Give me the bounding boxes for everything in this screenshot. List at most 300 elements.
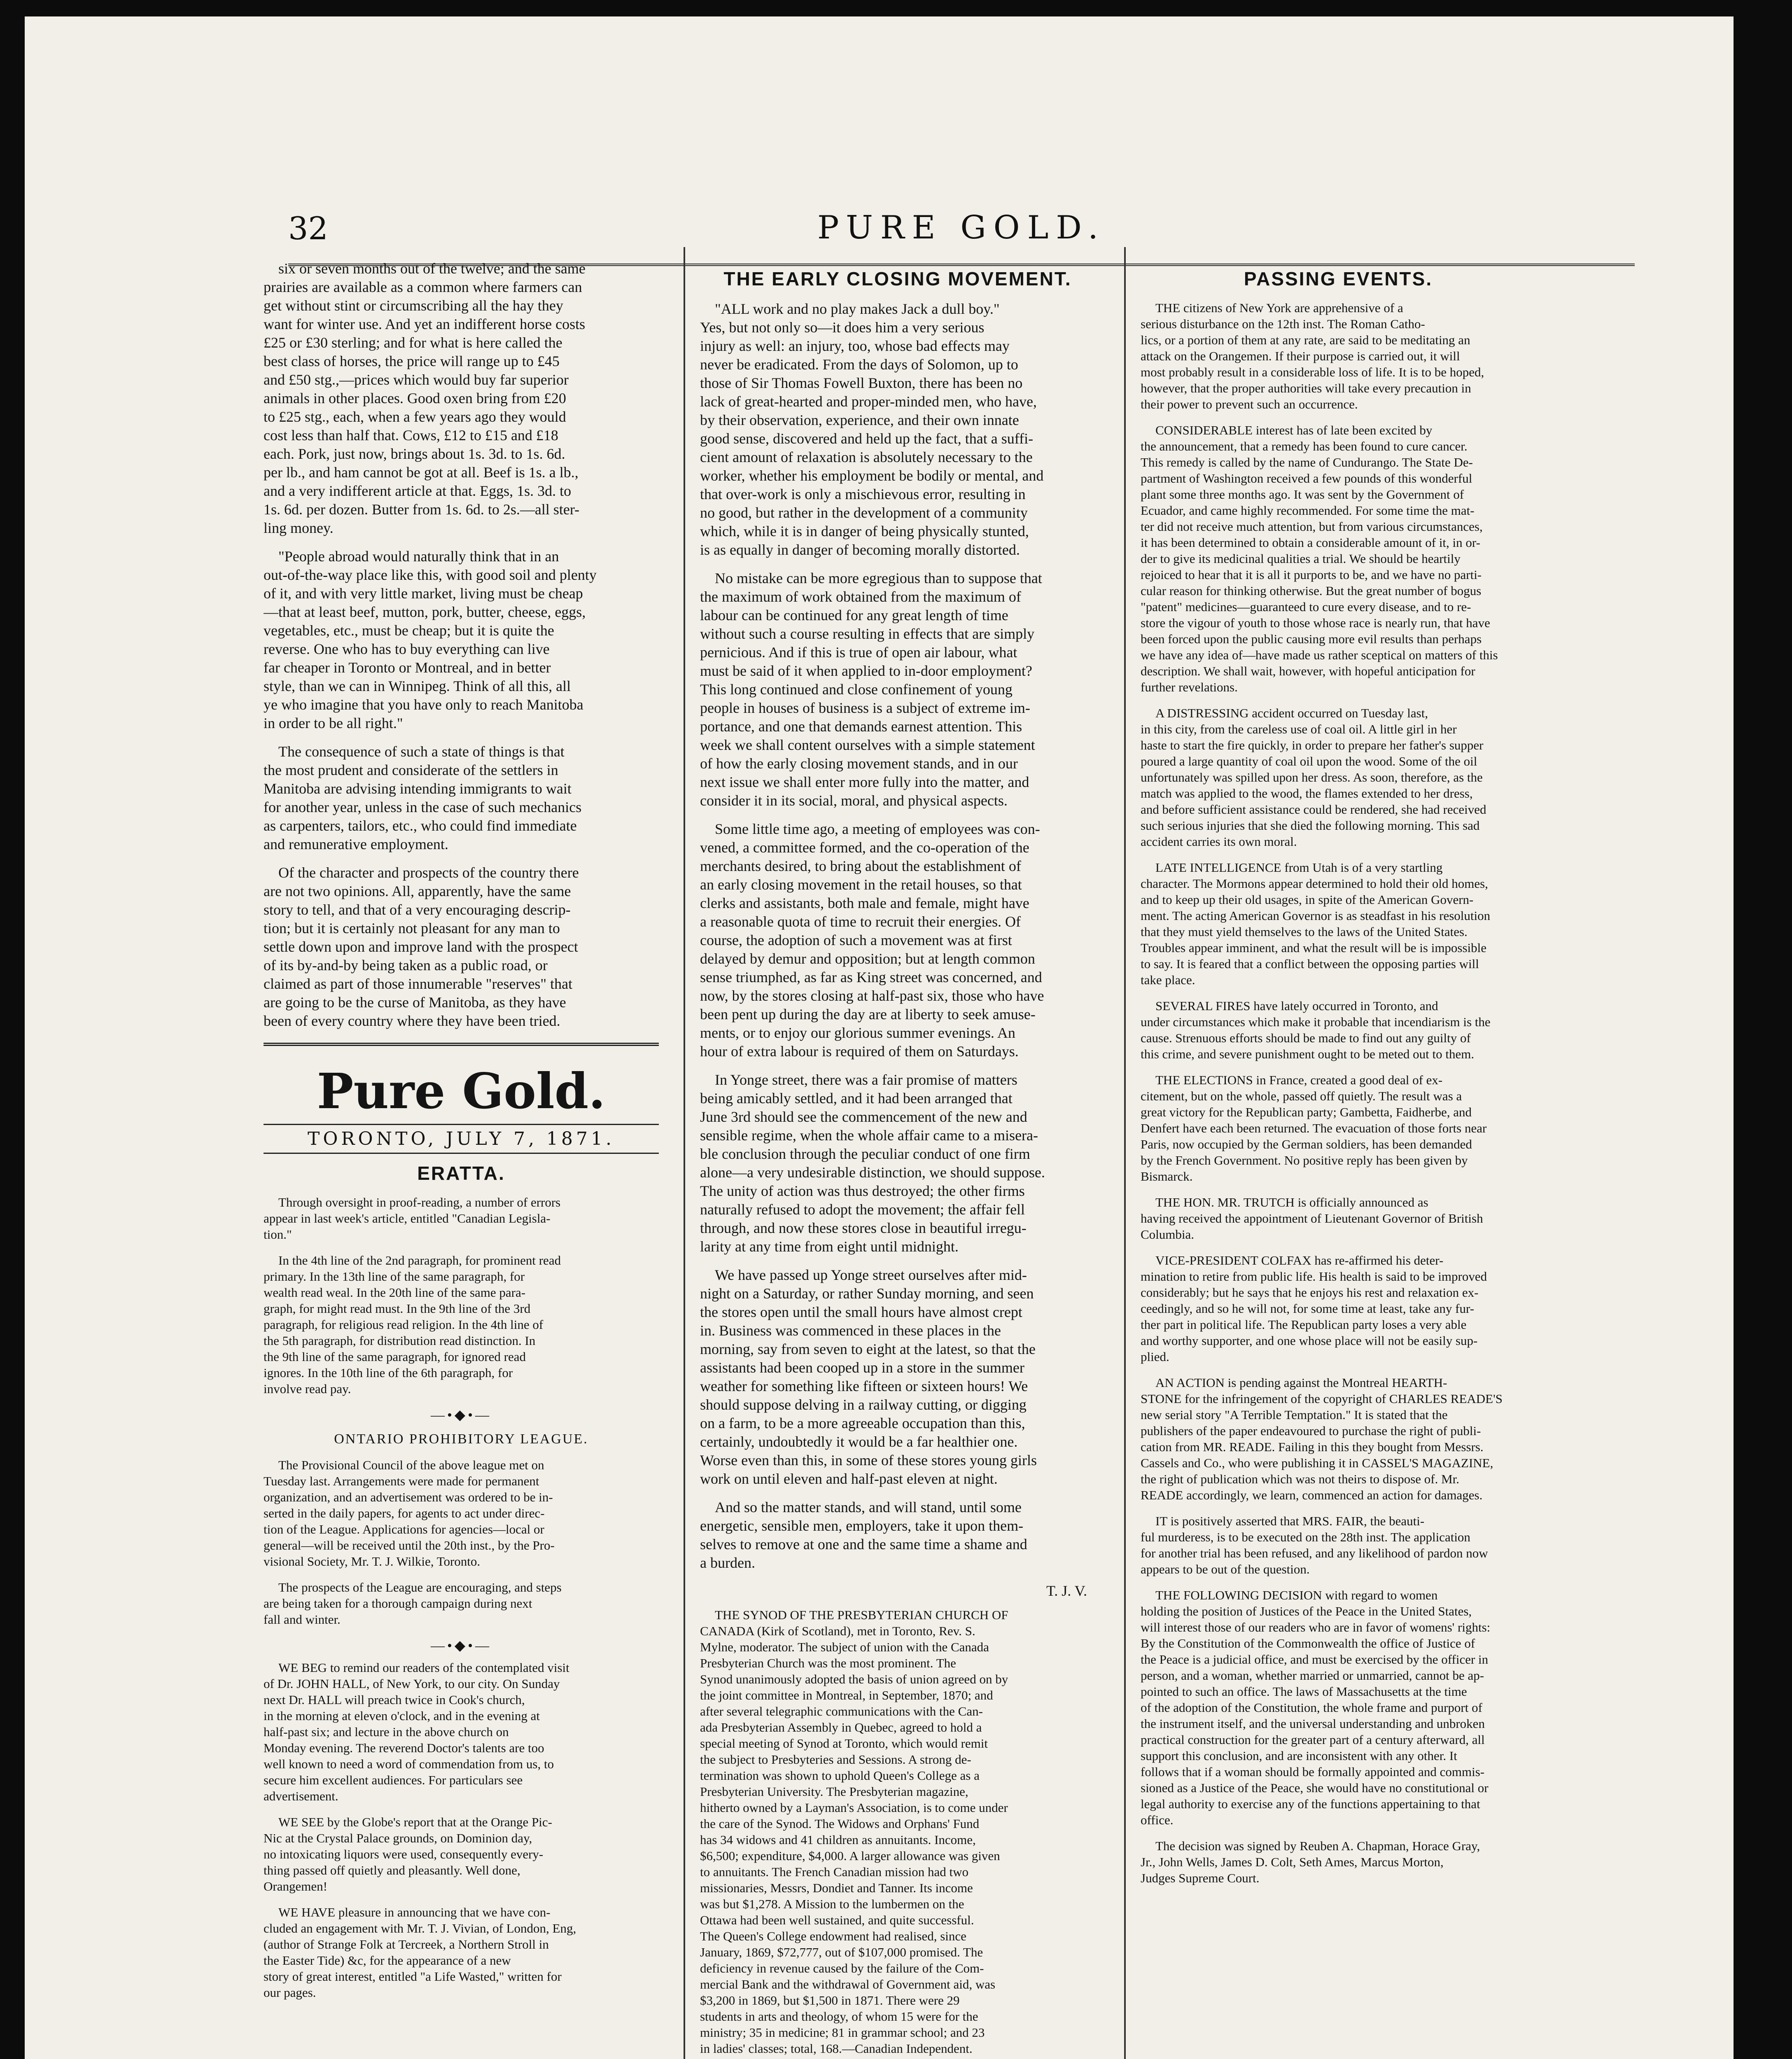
text-line: partment of Washington received a few pounds of this wonderful bbox=[1141, 471, 1472, 486]
text-line: Monday evening. The reverend Doctor's talents are too bbox=[264, 1741, 544, 1755]
text-line: of it, and with very little market, living must be cheap bbox=[264, 585, 583, 602]
text-line: Mylne, moderator. The subject of union with the Canada bbox=[700, 1640, 989, 1654]
text-line: The Provisional Council of the above league met on bbox=[278, 1458, 544, 1472]
text-line: ceedingly, and so he will not, for some time at least, take any fur- bbox=[1141, 1301, 1475, 1316]
text-line: never be eradicated. From the days of Solomon, up to bbox=[700, 356, 1018, 373]
text-line: been of every country where they have been tried. bbox=[264, 1013, 560, 1029]
text-line: are being taken for a thorough campaign during next bbox=[264, 1596, 532, 1611]
text-line: however, that the proper authorities will take every precaution in bbox=[1141, 381, 1471, 395]
text-line: Presbyterian University. The Presbyterian magazine, bbox=[700, 1784, 968, 1799]
text-line: citement, but on the whole, passed off quietly. The result was a bbox=[1141, 1089, 1462, 1103]
mrs-fair-item bbox=[1141, 1513, 1536, 1577]
early-closing-heading: THE EARLY CLOSING MOVEMENT. bbox=[723, 268, 1072, 289]
text-line: cost less than half that. Cows, £12 to £15 and £18 bbox=[264, 427, 558, 444]
text-line: Of the character and prospects of the country there bbox=[278, 864, 579, 881]
text-line: our pages. bbox=[264, 1985, 316, 2000]
text-line: special meeting of Synod at Toronto, which would remit bbox=[700, 1736, 988, 1751]
text-line: further revelations. bbox=[1141, 680, 1238, 694]
eratta-heading: ERATTA. bbox=[417, 1163, 505, 1184]
text-line: considerably; but he says that he enjoys his rest and relaxation ex- bbox=[1141, 1285, 1479, 1300]
text-line: lack of great-hearted and proper-minded men, who have, bbox=[700, 393, 1037, 410]
text-line: deficiency in revenue caused by the failure of the Com- bbox=[700, 1961, 984, 1975]
text-line: in. Business was commenced in these places in the bbox=[700, 1322, 1001, 1339]
text-line: assistants had been cooped up in a store in the summer bbox=[700, 1359, 1024, 1376]
text-line: Through oversight in proof-reading, a number of errors bbox=[278, 1195, 561, 1209]
text-line: of Dr. JOHN HALL, of New York, to our city. On Sunday bbox=[264, 1676, 560, 1691]
text-line: Yes, but not only so—it does him a very serious bbox=[700, 319, 985, 336]
text-line: the 5th paragraph, for distribution read distinction. In bbox=[264, 1333, 536, 1348]
text-line: Presbyterian Church was the most prominent. The bbox=[700, 1656, 956, 1670]
text-line: next Dr. HALL will preach twice in Cook's church, bbox=[264, 1692, 525, 1707]
text-line: good sense, discovered and held up the fact, that a suffi- bbox=[700, 430, 1034, 447]
early-closing-paragraph-3 bbox=[700, 820, 1095, 1061]
text-line: that they must yield themselves to the laws of the United States. bbox=[1141, 924, 1468, 939]
text-line: "People abroad would naturally think that in an bbox=[278, 548, 559, 565]
manitoba-paragraph-3 bbox=[264, 742, 659, 854]
column-right bbox=[1141, 259, 1536, 2059]
text-line: story of great interest, entitled "a Life Wasted," written for bbox=[264, 1969, 562, 1984]
text-line: on a farm, to be a more agreeable occupation than this, bbox=[700, 1415, 1025, 1431]
text-line: without such a course resulting in effects that are simply bbox=[700, 626, 1035, 642]
text-line: the 9th line of the same paragraph, for ignored read bbox=[264, 1349, 526, 1364]
text-line: and a very indifferent article at that. Eggs, 1s. 3d. to bbox=[264, 483, 572, 499]
text-line: which, while it is in danger of being physically stunted, bbox=[700, 523, 1029, 539]
text-line: involve read pay. bbox=[264, 1382, 351, 1396]
text-line: We have passed up Yonge street ourselves after mid- bbox=[715, 1267, 1027, 1283]
text-line: well known to need a word of commendation from us, to bbox=[264, 1757, 554, 1771]
text-line: Paris, now occupied by the German soldiers, has been demanded bbox=[1141, 1137, 1472, 1151]
text-line: £25 or £30 sterling; and for what is here called the bbox=[264, 334, 562, 351]
text-line: sense triumphed, as far as King street was concerned, and bbox=[700, 969, 1042, 985]
text-line: to say. It is feared that a conflict between the opposing parties will bbox=[1141, 957, 1479, 971]
text-line: been forced upon the public causing more evil results than perhaps bbox=[1141, 632, 1482, 646]
text-line: tion; but it is certainly not pleasant for any man to bbox=[264, 920, 560, 936]
text-line: office. bbox=[1141, 1813, 1174, 1827]
trutch-item bbox=[1141, 1194, 1536, 1242]
text-line: the Easter Tide) &c, for the appearance of a new bbox=[264, 1953, 511, 1968]
text-line: claimed as part of those innumerable "reserves" that bbox=[264, 976, 573, 992]
text-line: larity at any time from eight until midnight. bbox=[700, 1238, 959, 1255]
text-line: vened, a committee formed, and the co-operation of the bbox=[700, 839, 1029, 856]
hearthstone-item bbox=[1141, 1375, 1536, 1503]
text-line: new serial story "A Terrible Temptation." It is stated that the bbox=[1141, 1408, 1448, 1422]
text-line: of the adoption of the Constitution, the whole frame and purport of bbox=[1141, 1700, 1482, 1715]
text-line: CONSIDERABLE interest has of late been excited by bbox=[1155, 423, 1433, 437]
text-line: morning, say from seven to eight at the latest, so that the bbox=[700, 1341, 1036, 1357]
text-line: termination was shown to uphold Queen's College as a bbox=[700, 1768, 980, 1783]
text-line: organization, and an advertisement was ordered to be in- bbox=[264, 1490, 553, 1504]
text-line: reverse. One who has to buy everything can live bbox=[264, 641, 550, 657]
text-line: rejoiced to hear that it is all it purports to be, and we have no parti- bbox=[1141, 567, 1482, 582]
text-line: the instrument itself, and the universal understanding and unbroken bbox=[1141, 1716, 1485, 1731]
text-line: merchants desired, to bring about the establishment of bbox=[700, 858, 1021, 874]
text-line: style, than we can in Winnipeg. Think of all this, all bbox=[264, 678, 571, 694]
page-header bbox=[288, 198, 1635, 266]
text-line: fall and winter. bbox=[264, 1612, 341, 1627]
text-line: energetic, sensible men, employers, take it upon them- bbox=[700, 1517, 1024, 1534]
text-line: best class of horses, the price will range up to £45 bbox=[264, 353, 560, 369]
text-line: the right of publication which was not theirs to dispose of. Mr. bbox=[1141, 1472, 1460, 1486]
text-line: THE SYNOD OF THE PRESBYTERIAN CHURCH OF bbox=[715, 1608, 1008, 1622]
text-line: poured a large quantity of coal oil upon the wood. Some of the oil bbox=[1141, 754, 1477, 768]
new-york-item bbox=[1141, 300, 1536, 412]
text-line: the joint committee in Montreal, in September, 1870; and bbox=[700, 1688, 993, 1702]
masthead: Pure Gold. bbox=[264, 1043, 659, 1120]
text-line: course, the adoption of such a movement was at first bbox=[700, 932, 1012, 948]
text-line: June 3rd should see the commencement of the new and bbox=[700, 1109, 1027, 1125]
text-line: alone—a very undesirable distinction, we should suppose. bbox=[700, 1164, 1045, 1181]
text-line: being amicably settled, and it had been arranged that bbox=[700, 1090, 1013, 1107]
text-line: Orangemen! bbox=[264, 1879, 327, 1893]
signers-item bbox=[1141, 1838, 1536, 1886]
text-line: $6,500; expenditure, $4,000. A larger allowance was given bbox=[700, 1849, 1000, 1863]
page-number: 32 bbox=[288, 210, 328, 247]
text-line: the announcement, that a remedy has been found to cure cancer. bbox=[1141, 439, 1468, 453]
league-paragraph-2 bbox=[264, 1579, 659, 1627]
text-line: this crime, and severe punishment ought to be meted out to them. bbox=[1141, 1047, 1475, 1061]
text-line: of its by-and-by being taken as a public road, or bbox=[264, 957, 548, 973]
text-line: Troubles appear imminent, and what the result will be is impossible bbox=[1141, 941, 1487, 955]
text-line: THE ELECTIONS in France, created a good deal of ex- bbox=[1155, 1073, 1443, 1087]
text-line: ling money. bbox=[264, 520, 334, 536]
text-line: der to give its medicinal qualities a trial. We should be heartily bbox=[1141, 551, 1461, 566]
early-closing-paragraph-5 bbox=[700, 1266, 1095, 1488]
text-line: are not two opinions. All, apparently, have the same bbox=[264, 883, 571, 899]
text-line: attack on the Orangemen. If their purpose is carried out, it will bbox=[1141, 349, 1460, 363]
text-line: mination to retire from public life. His health is said to be improved bbox=[1141, 1269, 1487, 1284]
text-line: night on a Saturday, or rather Sunday morning, and seen bbox=[700, 1285, 1034, 1302]
column-center bbox=[700, 259, 1095, 2059]
text-line: The prospects of the League are encouraging, and steps bbox=[278, 1580, 562, 1594]
text-line: WE BEG to remind our readers of the contemplated visit bbox=[278, 1660, 569, 1675]
text-line: portance, and one that demands earnest attention. This bbox=[700, 718, 1022, 735]
text-line: In the 4th line of the 2nd paragraph, for prominent read bbox=[278, 1253, 561, 1268]
passing-events-heading: PASSING EVENTS. bbox=[1244, 268, 1433, 289]
text-line: the Peace is a judicial office, and must be exercised by the officer in bbox=[1141, 1652, 1489, 1667]
text-line: —that at least beef, mutton, pork, butter, cheese, eggs, bbox=[264, 604, 586, 620]
text-line: in the morning at eleven o'clock, and in the evening at bbox=[264, 1709, 540, 1723]
text-line: worker, whether his employment be bodily or mental, and bbox=[700, 467, 1044, 484]
text-line: cation from MR. READE. Failing in this they bought from Messrs. bbox=[1141, 1440, 1484, 1454]
dateline: TORONTO, JULY 7, 1871. bbox=[264, 1124, 659, 1154]
text-line: (author of Strange Folk at Tercreek, a Northern Stroll in bbox=[264, 1937, 549, 1952]
text-line: a burden. bbox=[700, 1555, 755, 1571]
text-line: 1s. 6d. per dozen. Butter from 1s. 6d. to 2s.—all ster- bbox=[264, 501, 580, 518]
text-line: the subject to Presbyteries and Sessions. A strong de- bbox=[700, 1752, 971, 1767]
text-line: is as equally in danger of becoming morally distorted. bbox=[700, 542, 1020, 558]
text-line: sensible regime, when the whole affair came to a misera- bbox=[700, 1127, 1038, 1144]
text-line: Cassels and Co., who were publishing it in CASSEL'S MAGAZINE, bbox=[1141, 1456, 1493, 1470]
text-line: next issue we shall enter more fully into the matter, and bbox=[700, 774, 1029, 790]
text-line: and to keep up their old usages, in spite of the American Govern- bbox=[1141, 892, 1474, 907]
text-line: and £50 stg.,—prices which would buy far superior bbox=[264, 371, 569, 388]
text-line: Judges Supreme Court. bbox=[1141, 1871, 1260, 1885]
text-line: are going to be the curse of Manitoba, as they have bbox=[264, 994, 566, 1011]
text-line: THE FOLLOWING DECISION with regard to women bbox=[1155, 1588, 1438, 1602]
text-line: thing passed off quietly and pleasantly. Well done, bbox=[264, 1863, 520, 1877]
text-line: store the vigour of youth to those whose race is nearly run, that have bbox=[1141, 616, 1490, 630]
text-line: through, and now these stores close in beautiful irregu- bbox=[700, 1220, 1027, 1236]
text-line: it has been determined to obtain a considerable amount of it, in or- bbox=[1141, 535, 1480, 550]
text-line: haste to start the fire quickly, in order to prepare her father's supper bbox=[1141, 738, 1484, 752]
text-line: ful murderess, is to be executed on the 28th inst. The application bbox=[1141, 1530, 1470, 1544]
text-line: prairies are available as a common where farmers can bbox=[264, 279, 582, 295]
text-line: A DISTRESSING accident occurred on Tuesday last, bbox=[1155, 706, 1428, 720]
text-line: general—will be received until the 20th inst., by the Pro- bbox=[264, 1538, 555, 1552]
text-line: character. The Mormons appear determined to hold their old homes, bbox=[1141, 876, 1488, 891]
text-line: no intoxicating liquors were used, consequently every- bbox=[264, 1847, 544, 1861]
text-line: should suppose delving in a railway cutting, or digging bbox=[700, 1396, 1027, 1413]
text-line: their power to prevent such an occurrence. bbox=[1141, 397, 1358, 411]
text-line: appears to be out of the question. bbox=[1141, 1562, 1310, 1576]
text-line: mercial Bank and the withdrawal of Government aid, was bbox=[700, 1977, 996, 1991]
text-line: tion." bbox=[264, 1227, 292, 1242]
text-line: half-past six; and lecture in the above church on bbox=[264, 1725, 509, 1739]
text-line: CANADA (Kirk of Scotland), met in Toronto, Rev. S. bbox=[700, 1624, 975, 1638]
text-line: great victory for the Republican party; Gambetta, Faidherbe, and bbox=[1141, 1105, 1472, 1119]
text-line: ther part in political life. The Republican party loses a very able bbox=[1141, 1317, 1467, 1332]
text-line: no good, but rather in the development of a community bbox=[700, 504, 1028, 521]
text-line: Synod unanimously adopted the basis of union agreed on by bbox=[700, 1672, 1008, 1686]
text-line: missionaries, Messrs, Dondiet and Tanner. Its income bbox=[700, 1881, 973, 1895]
vivian-notice bbox=[264, 1904, 659, 2001]
text-line: wealth read weal. In the 20th line of the same para- bbox=[264, 1285, 526, 1300]
text-line: ignores. In the 10th line of the 6th paragraph, for bbox=[264, 1366, 513, 1380]
text-line: plied. bbox=[1141, 1349, 1169, 1364]
text-line: In Yonge street, there was a fair promise of matters bbox=[715, 1072, 1017, 1088]
text-line: Tuesday last. Arrangements were made for permanent bbox=[264, 1474, 539, 1488]
text-line: those of Sir Thomas Fowell Buxton, there has been no bbox=[700, 375, 1023, 391]
cancer-item bbox=[1141, 422, 1536, 695]
text-line: take place. bbox=[1141, 973, 1195, 987]
text-line: ments, or to enjoy our glorious summer evenings. An bbox=[700, 1025, 1015, 1041]
text-line: certainly, undoubtedly it would be a far healthier one. bbox=[700, 1433, 1018, 1450]
women-justices-item bbox=[1141, 1587, 1536, 1828]
text-line: Ecuador, and came highly recommended. For some time the mat- bbox=[1141, 503, 1475, 518]
text-line: secure him excellent audiences. For particulars see bbox=[264, 1773, 523, 1787]
synod-article bbox=[700, 1607, 1095, 2057]
text-line: STONE for the infringement of the copyright of CHARLES READE'S bbox=[1141, 1391, 1503, 1406]
text-line: now, by the stores closing at half-past six, those who have bbox=[700, 987, 1044, 1004]
text-line: in ladies' classes; total, 168.—Canadian Independent. bbox=[700, 2041, 973, 2056]
text-line: naturally refused to adopt the movement; the affair fell bbox=[700, 1201, 1025, 1218]
text-line: pernicious. And if this is true of open air labour, what bbox=[700, 644, 1017, 661]
text-line: to annuitants. The French Canadian mission had two bbox=[700, 1865, 969, 1879]
text-line: sioned as a Justice of the Peace, she would have no constitutional or bbox=[1141, 1781, 1489, 1795]
text-line: The consequence of such a state of things is that bbox=[278, 743, 565, 760]
text-line: selves to remove at one and the same time a shame and bbox=[700, 1536, 1027, 1552]
text-line: This remedy is called by the name of Cundurango. The State De- bbox=[1141, 455, 1473, 469]
text-line: and remunerative employment. bbox=[264, 836, 448, 852]
text-line: to £25 stg., each, when a few years ago they would bbox=[264, 409, 566, 425]
text-line: out-of-the-way place like this, with good soil and plenty bbox=[264, 567, 597, 583]
text-line: IT is positively asserted that MRS. FAIR, the beauti- bbox=[1155, 1514, 1425, 1528]
text-line: description. We shall wait, however, with hopeful anticipation for bbox=[1141, 664, 1475, 678]
text-line: animals in other places. Good oxen bring from £20 bbox=[264, 390, 566, 406]
text-line: after several telegraphic communications with the Can- bbox=[700, 1704, 983, 1718]
manitoba-paragraph-4 bbox=[264, 864, 659, 1030]
text-line: the most prudent and considerate of the settlers in bbox=[264, 762, 558, 778]
text-line: $3,200 in 1869, but $1,500 in 1871. There were 29 bbox=[700, 1993, 960, 2008]
early-closing-paragraph-6 bbox=[700, 1498, 1095, 1572]
text-line: serious disturbance on the 12th inst. The Roman Catho- bbox=[1141, 317, 1425, 331]
text-line: that over-work is only a mischievous error, resulting in bbox=[700, 486, 1026, 502]
text-line: January, 1869, $72,777, out of $107,000 promised. The bbox=[700, 1945, 983, 1959]
text-line: cluded an engagement with Mr. T. J. Vivian, of London, Eng, bbox=[264, 1921, 576, 1935]
text-line: each. Pork, just now, brings about 1s. 3d. to 1s. 6d. bbox=[264, 446, 565, 462]
text-line: LATE INTELLIGENCE from Utah is of a very startling bbox=[1155, 860, 1443, 875]
text-line: support this conclusion, and are inconsistent with any other. It bbox=[1141, 1749, 1457, 1763]
text-line: cause. Strenuous efforts should be made to find out any guilty of bbox=[1141, 1031, 1471, 1045]
text-line: consider it in its social, moral, and physical aspects. bbox=[700, 792, 1008, 809]
text-line: ble conclusion through the peculiar conduct of one firm bbox=[700, 1146, 1030, 1162]
eratta-paragraph-2 bbox=[264, 1252, 659, 1397]
text-line: such serious injuries that she died the following morning. This sad bbox=[1141, 818, 1480, 833]
early-closing-paragraph-1 bbox=[700, 300, 1095, 559]
text-line: for another year, unless in the case of such mechanics bbox=[264, 799, 582, 815]
early-closing-paragraph-2 bbox=[700, 569, 1095, 810]
france-item bbox=[1141, 1072, 1536, 1184]
text-line: most probably result in a considerable loss of life. It is to be hoped, bbox=[1141, 365, 1484, 379]
text-line: six or seven months out of the twelve; and the same bbox=[278, 260, 586, 277]
text-line: hour of extra labour is required of them on Saturdays. bbox=[700, 1043, 1019, 1060]
text-line: the stores open until the small hours have almost crept bbox=[700, 1304, 1022, 1320]
eratta-paragraph-1 bbox=[264, 1194, 659, 1242]
text-line: by the French Government. No positive reply has been given by bbox=[1141, 1153, 1468, 1167]
text-line: VICE-PRESIDENT COLFAX has re-affirmed his deter- bbox=[1155, 1253, 1444, 1268]
ornament-divider: —•◆•— bbox=[431, 1638, 492, 1653]
accident-item bbox=[1141, 705, 1536, 850]
text-line: accident carries its own moral. bbox=[1141, 834, 1297, 849]
text-line: get without stint or circumscribing all the hay they bbox=[264, 297, 563, 314]
column-rule-left bbox=[684, 247, 685, 2059]
text-line: the maximum of work obtained from the maximum of bbox=[700, 588, 1021, 605]
text-line: pointed to such an office. The laws of Massachusetts at the time bbox=[1141, 1684, 1467, 1699]
text-line: people in houses of business is a subject of extreme im- bbox=[700, 700, 1030, 716]
text-line: Worse even than this, in some of these stores young girls bbox=[700, 1452, 1037, 1468]
text-line: ment. The acting American Governor is as steadfast in his resolution bbox=[1141, 908, 1491, 923]
text-line: as carpenters, tailors, etc., who could find immediate bbox=[264, 817, 577, 834]
column-left bbox=[264, 259, 659, 2059]
text-line: will interest those of our readers who are in favor of womens' rights: bbox=[1141, 1620, 1491, 1634]
text-line: of how the early closing movement stands, and in our bbox=[700, 755, 1018, 772]
text-line: under circumstances which make it probable that incendiarism is the bbox=[1141, 1015, 1491, 1029]
text-line: per lb., and ham cannot be got at all. Beef is 1s. a lb., bbox=[264, 464, 579, 481]
text-line: we have any idea of—have made us rather sceptical on matters of this bbox=[1141, 648, 1498, 662]
text-line: cular reason for thinking otherwise. But the great number of bogus bbox=[1141, 584, 1482, 598]
text-line: for another trial has been refused, and any likelihood of pardon now bbox=[1141, 1546, 1488, 1560]
text-line: The Queen's College endowment had realised, since bbox=[700, 1929, 966, 1943]
text-line: tion of the League. Applications for agencies—local or bbox=[264, 1522, 544, 1536]
text-line: THE HON. MR. TRUTCH is officially announced as bbox=[1155, 1195, 1428, 1209]
text-line: No mistake can be more egregious than to suppose that bbox=[715, 570, 1042, 586]
author-signature: T. J. V. bbox=[1046, 1583, 1087, 1599]
text-line: far cheaper in Toronto or Montreal, and in better bbox=[264, 659, 551, 676]
text-line: appear in last week's article, entitled "Canadian Legisla- bbox=[264, 1211, 551, 1226]
text-line: has 34 widows and 41 children as annuitants. Income, bbox=[700, 1833, 976, 1847]
column-rule-right bbox=[1124, 247, 1126, 2059]
text-line: holding the position of Justices of the Peace in the United States, bbox=[1141, 1604, 1472, 1618]
text-line: Some little time ago, a meeting of employees was con- bbox=[715, 821, 1040, 837]
colfax-item bbox=[1141, 1252, 1536, 1365]
manitoba-paragraph-2 bbox=[264, 547, 659, 733]
text-line: graph, for might read must. In the 9th line of the 3rd bbox=[264, 1301, 531, 1316]
text-line: in this city, from the careless use of coal oil. A little girl in her bbox=[1141, 722, 1457, 736]
text-line: an early closing movement in the retail houses, so that bbox=[700, 876, 1022, 893]
text-line: WE HAVE pleasure in announcing that we have con- bbox=[278, 1905, 551, 1919]
text-line: and worthy supporter, and one whose place will not be easily sup- bbox=[1141, 1333, 1478, 1348]
text-line: a reasonable quota of time to recruit their energies. Of bbox=[700, 913, 1021, 930]
text-line: THE citizens of New York are apprehensive of a bbox=[1155, 301, 1403, 315]
text-line: the care of the Synod. The Widows and Orphans' Fund bbox=[700, 1816, 980, 1831]
text-line: vegetables, etc., must be cheap; but it is quite the bbox=[264, 622, 554, 639]
text-line: Ottawa had been well sustained, and quite successful. bbox=[700, 1913, 974, 1927]
text-line: ministry; 35 in medicine; 81 in grammar school; and 23 bbox=[700, 2025, 985, 2040]
text-line: ada Presbyterian Assembly in Quebec, agreed to hold a bbox=[700, 1720, 982, 1735]
running-title: PURE GOLD. bbox=[817, 209, 1106, 246]
text-line: practical construction for the greater part of a century afterward, all bbox=[1141, 1732, 1485, 1747]
text-line: "patent" medicines—guaranteed to cure every disease, and to re- bbox=[1141, 600, 1471, 614]
league-heading: ONTARIO PROHIBITORY LEAGUE. bbox=[334, 1431, 588, 1447]
text-line: delayed by demur and opposition; but at length common bbox=[700, 950, 1035, 967]
text-line: clerks and assistants, both male and female, might have bbox=[700, 895, 1029, 911]
text-line: SEVERAL FIRES have lately occurred in Toronto, and bbox=[1155, 999, 1438, 1013]
text-line: Bismarck. bbox=[1141, 1169, 1193, 1184]
text-line: The unity of action was thus destroyed; the other firms bbox=[700, 1183, 1025, 1199]
utah-item bbox=[1141, 859, 1536, 988]
text-line: AN ACTION is pending against the Montreal HEARTH- bbox=[1155, 1375, 1447, 1390]
manitoba-paragraph-1 bbox=[264, 259, 659, 537]
fires-item bbox=[1141, 998, 1536, 1062]
text-line: must be said of it when applied to in-door employment? bbox=[700, 663, 1032, 679]
text-line: week we shall content ourselves with a simple statement bbox=[700, 737, 1035, 753]
text-line: lics, or a portion of them at any rate, are said to be meditating an bbox=[1141, 333, 1470, 347]
text-line: publishers of the paper endeavoured to purchase the right of publi- bbox=[1141, 1424, 1481, 1438]
text-line: by their observation, experience, and their own innate bbox=[700, 412, 1019, 428]
text-line: advertisement. bbox=[264, 1789, 338, 1803]
text-line: injury as well: an injury, too, whose bad effects may bbox=[700, 338, 1010, 354]
text-line: weather for something like fifteen or sixteen hours! We bbox=[700, 1378, 1028, 1394]
text-line: in order to be all right." bbox=[264, 715, 403, 731]
text-line: Nic at the Crystal Palace grounds, on Dominion day, bbox=[264, 1831, 532, 1845]
text-line: story to tell, and that of a very encouraging descrip- bbox=[264, 901, 571, 918]
text-line: labour can be continued for any great length of time bbox=[700, 607, 1008, 623]
hall-notice bbox=[264, 1660, 659, 1804]
text-line: hitherto owned by a Layman's Association, is to come under bbox=[700, 1800, 1008, 1815]
text-line: Jr., John Wells, James D. Colt, Seth Ames, Marcus Morton, bbox=[1141, 1855, 1444, 1869]
text-line: And so the matter stands, and will stand, until some bbox=[715, 1499, 1022, 1515]
text-line: visional Society, Mr. T. J. Wilkie, Toronto. bbox=[264, 1554, 481, 1569]
text-line: was but $1,278. A Mission to the lumbermen on the bbox=[700, 1897, 964, 1911]
text-line: having received the appointment of Lieutenant Governor of British bbox=[1141, 1211, 1483, 1226]
picnic-notice bbox=[264, 1814, 659, 1894]
text-line: work on until eleven and half-past eleven at night. bbox=[700, 1471, 998, 1487]
text-line: and before sufficient assistance could be rendered, she had received bbox=[1141, 802, 1486, 817]
text-line: serted in the daily papers, for agents to act under direc- bbox=[264, 1506, 545, 1520]
text-line: students in arts and theology, of whom 15 were for the bbox=[700, 2009, 978, 2024]
text-line: follows that if a woman should be formally appointed and commis- bbox=[1141, 1765, 1485, 1779]
text-line: want for winter use. And yet an indifferent horse costs bbox=[264, 316, 586, 332]
text-line: ye who imagine that you have only to reach Manitoba bbox=[264, 696, 583, 713]
text-line: Denfert have each been returned. The evacuation of those forts near bbox=[1141, 1121, 1487, 1135]
text-line: READE accordingly, we learn, commenced an action for damages. bbox=[1141, 1488, 1483, 1502]
league-paragraph-1 bbox=[264, 1457, 659, 1569]
text-line: ter did not receive much attention, but from various circumstances, bbox=[1141, 519, 1483, 534]
text-line: cient amount of relaxation is absolutely necessary to the bbox=[700, 449, 1033, 465]
text-line: person, and a woman, whether married or unmarried, cannot be ap- bbox=[1141, 1668, 1484, 1683]
text-line: This long continued and close confinement of young bbox=[700, 681, 1013, 698]
text-line: The decision was signed by Reuben A. Chapman, Horace Gray, bbox=[1155, 1839, 1480, 1853]
